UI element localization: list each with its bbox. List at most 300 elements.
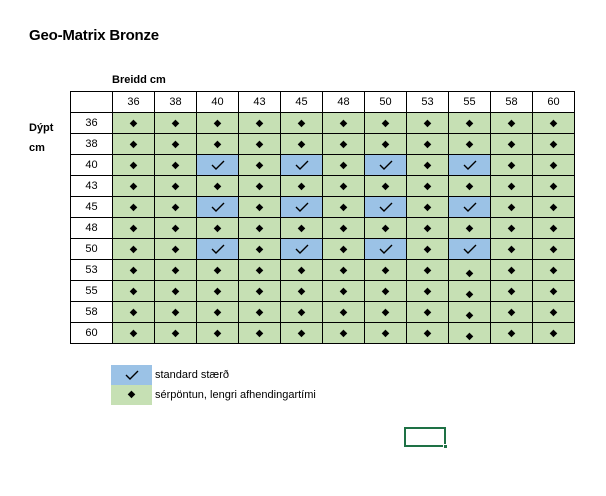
row-header[interactable]	[71, 323, 113, 344]
cell-special-order[interactable]	[197, 281, 239, 302]
diamond-icon: ◆	[549, 265, 558, 276]
cell-special-order[interactable]	[533, 113, 575, 134]
check-icon	[281, 202, 322, 212]
row-header[interactable]	[71, 176, 113, 197]
row-header[interactable]	[71, 197, 113, 218]
diamond-icon: ◆	[129, 118, 138, 129]
cell-special-order[interactable]	[155, 155, 197, 176]
column-header[interactable]: 55	[449, 92, 491, 113]
check-icon	[125, 370, 139, 380]
cell-special-order[interactable]	[155, 197, 197, 218]
cell-special-order[interactable]	[113, 134, 155, 155]
cell-special-order[interactable]	[449, 323, 491, 344]
cell-special-order[interactable]	[365, 113, 407, 134]
diamond-icon: ◆	[465, 223, 474, 234]
table-row	[71, 302, 575, 323]
column-header[interactable]: 38	[155, 92, 197, 113]
page-title: Geo-Matrix Bronze	[29, 27, 159, 44]
corner-cell[interactable]	[71, 92, 113, 113]
cell-special-order[interactable]	[491, 197, 533, 218]
cell-special-order[interactable]	[533, 302, 575, 323]
cell-special-order[interactable]	[281, 281, 323, 302]
cell-special-order[interactable]	[533, 176, 575, 197]
diamond-icon: ◆	[507, 181, 516, 192]
diamond-icon: ◆	[381, 181, 390, 192]
diamond-icon: ◆	[213, 286, 222, 297]
row-header-label: 58	[85, 306, 98, 318]
diamond-icon: ◆	[339, 181, 348, 192]
table-row	[71, 197, 575, 218]
column-header[interactable]: 36	[113, 92, 155, 113]
column-header[interactable]: 50	[365, 92, 407, 113]
cell-special-order[interactable]	[491, 155, 533, 176]
fill-handle[interactable]	[443, 444, 448, 449]
cell-special-order[interactable]	[323, 260, 365, 281]
cell-special-order[interactable]	[155, 218, 197, 239]
cell-special-order[interactable]	[323, 281, 365, 302]
cell-special-order[interactable]	[407, 197, 449, 218]
cell-special-order[interactable]	[533, 323, 575, 344]
diamond-icon: ◆	[171, 244, 180, 255]
diamond-icon: ◆	[129, 223, 138, 234]
diamond-icon: ◆	[339, 286, 348, 297]
column-axis-label: Breidd cm	[112, 74, 166, 86]
check-icon	[449, 160, 490, 170]
cell-special-order[interactable]	[449, 218, 491, 239]
diamond-icon: ◆	[549, 160, 558, 171]
cell-special-order[interactable]	[365, 218, 407, 239]
cell-special-order[interactable]	[407, 260, 449, 281]
diamond-icon: ◆	[255, 223, 264, 234]
cell-special-order[interactable]	[449, 113, 491, 134]
cell-special-order[interactable]	[281, 302, 323, 323]
column-header[interactable]: 60	[533, 92, 575, 113]
diamond-icon: ◆	[423, 244, 432, 255]
diamond-icon: ◆	[129, 328, 138, 339]
cell-special-order[interactable]	[155, 113, 197, 134]
diamond-icon: ◆	[381, 265, 390, 276]
cell-special-order[interactable]	[449, 176, 491, 197]
cell-special-order[interactable]	[365, 260, 407, 281]
diamond-icon: ◆	[129, 286, 138, 297]
table-row	[71, 176, 575, 197]
diamond-icon: ◆	[255, 307, 264, 318]
cell-standard[interactable]	[365, 197, 407, 218]
cell-special-order[interactable]	[491, 134, 533, 155]
diamond-icon: ◆	[465, 118, 474, 129]
table-row	[71, 260, 575, 281]
table-row	[71, 155, 575, 176]
cell-special-order[interactable]	[155, 302, 197, 323]
cell-special-order[interactable]	[197, 260, 239, 281]
diamond-icon: ◆	[255, 265, 264, 276]
row-header-label: 38	[85, 138, 98, 150]
cell-standard[interactable]	[449, 155, 491, 176]
column-header[interactable]: 53	[407, 92, 449, 113]
cell-special-order[interactable]	[323, 155, 365, 176]
cell-standard[interactable]	[365, 155, 407, 176]
row-header-label: 48	[85, 222, 98, 234]
cell-special-order[interactable]	[407, 302, 449, 323]
legend-item-standard	[111, 365, 316, 385]
cell-special-order[interactable]	[239, 260, 281, 281]
diamond-icon: ◆	[507, 202, 516, 213]
cell-special-order[interactable]	[323, 239, 365, 260]
cell-standard[interactable]	[449, 197, 491, 218]
cell-standard[interactable]	[281, 197, 323, 218]
diamond-icon: ◆	[171, 139, 180, 150]
diamond-icon: ◆	[549, 286, 558, 297]
diamond-icon: ◆	[297, 139, 306, 150]
row-header[interactable]	[71, 155, 113, 176]
cell-special-order[interactable]	[113, 218, 155, 239]
diamond-icon: ◆	[129, 244, 138, 255]
header-row	[71, 92, 575, 113]
diamond-icon: ◆	[381, 328, 390, 339]
cell-special-order[interactable]	[155, 323, 197, 344]
cell-standard[interactable]	[281, 239, 323, 260]
cell-special-order[interactable]	[239, 155, 281, 176]
table-row	[71, 239, 575, 260]
check-icon	[365, 160, 406, 170]
cell-special-order[interactable]	[533, 239, 575, 260]
diamond-icon: ◆	[171, 265, 180, 276]
diamond-icon: ◆	[381, 307, 390, 318]
diamond-icon: ◆	[127, 389, 136, 400]
cell-special-order[interactable]	[323, 323, 365, 344]
diamond-icon: ◆	[339, 307, 348, 318]
cell-special-order[interactable]	[491, 302, 533, 323]
cell-special-order[interactable]	[365, 302, 407, 323]
cell-special-order[interactable]	[533, 155, 575, 176]
cell-special-order[interactable]	[281, 113, 323, 134]
diamond-icon: ◆	[255, 139, 264, 150]
cell-special-order[interactable]	[281, 323, 323, 344]
cell-special-order[interactable]	[491, 239, 533, 260]
row-axis-label	[29, 118, 53, 158]
diamond-icon: ◆	[507, 244, 516, 255]
row-axis-label-line1: Dýpt	[29, 122, 54, 134]
diamond-icon: ◆	[213, 223, 222, 234]
row-header[interactable]	[71, 218, 113, 239]
cell-special-order[interactable]	[155, 260, 197, 281]
cell-special-order[interactable]	[407, 218, 449, 239]
cell-special-order[interactable]	[197, 176, 239, 197]
cell-standard[interactable]	[449, 239, 491, 260]
check-icon	[197, 244, 238, 254]
diamond-icon: ◆	[423, 139, 432, 150]
diamond-icon: ◆	[339, 139, 348, 150]
row-header-label: 50	[85, 243, 98, 255]
check-icon	[449, 244, 490, 254]
cell-special-order[interactable]	[239, 239, 281, 260]
cell-special-order[interactable]	[155, 281, 197, 302]
cell-special-order[interactable]	[365, 134, 407, 155]
diamond-icon: ◆	[339, 223, 348, 234]
table-row	[71, 218, 575, 239]
legend	[111, 365, 316, 405]
column-header[interactable]: 43	[239, 92, 281, 113]
legend-item-special	[111, 385, 316, 405]
diamond-icon: ◆	[171, 202, 180, 213]
diamond-icon: ◆	[465, 331, 474, 342]
diamond-icon: ◆	[465, 139, 474, 150]
cell-standard[interactable]	[197, 239, 239, 260]
cell-special-order[interactable]	[113, 176, 155, 197]
diamond-icon: ◆	[507, 139, 516, 150]
diamond-icon: ◆	[339, 244, 348, 255]
diamond-icon: ◆	[297, 286, 306, 297]
cell-special-order[interactable]	[155, 176, 197, 197]
cell-standard[interactable]	[197, 197, 239, 218]
cell-special-order[interactable]	[323, 218, 365, 239]
cell-special-order[interactable]	[197, 218, 239, 239]
cell-special-order[interactable]	[239, 134, 281, 155]
diamond-icon: ◆	[297, 118, 306, 129]
diamond-icon: ◆	[549, 328, 558, 339]
diamond-icon: ◆	[549, 181, 558, 192]
cell-special-order[interactable]	[407, 281, 449, 302]
diamond-icon: ◆	[507, 286, 516, 297]
diamond-icon: ◆	[381, 223, 390, 234]
cell-standard[interactable]	[365, 239, 407, 260]
cell-special-order[interactable]	[197, 134, 239, 155]
column-header[interactable]: 40	[197, 92, 239, 113]
cell-special-order[interactable]	[113, 113, 155, 134]
check-icon	[281, 244, 322, 254]
diamond-icon: ◆	[549, 118, 558, 129]
cell-special-order[interactable]	[365, 281, 407, 302]
diamond-icon: ◆	[549, 139, 558, 150]
cell-standard[interactable]	[197, 155, 239, 176]
diamond-icon: ◆	[171, 160, 180, 171]
column-header[interactable]: 58	[491, 92, 533, 113]
diamond-icon: ◆	[255, 328, 264, 339]
diamond-icon: ◆	[549, 202, 558, 213]
cell-special-order[interactable]	[113, 155, 155, 176]
row-axis-label-line2: cm	[29, 142, 45, 154]
diamond-icon: ◆	[549, 244, 558, 255]
diamond-icon: ◆	[129, 181, 138, 192]
cell-special-order[interactable]	[281, 218, 323, 239]
row-header[interactable]	[71, 239, 113, 260]
diamond-icon: ◆	[297, 181, 306, 192]
diamond-icon: ◆	[507, 265, 516, 276]
diamond-icon: ◆	[213, 139, 222, 150]
diamond-icon: ◆	[297, 223, 306, 234]
cell-special-order[interactable]	[323, 197, 365, 218]
diamond-icon: ◆	[381, 139, 390, 150]
cell-special-order[interactable]	[113, 197, 155, 218]
check-icon	[197, 202, 238, 212]
cell-special-order[interactable]	[323, 302, 365, 323]
cell-special-order[interactable]	[323, 134, 365, 155]
check-icon	[449, 202, 490, 212]
cell-standard[interactable]	[281, 155, 323, 176]
legend-swatch-standard	[111, 365, 152, 385]
cell-special-order[interactable]	[281, 176, 323, 197]
cell-special-order[interactable]	[239, 176, 281, 197]
diamond-icon: ◆	[255, 202, 264, 213]
cell-special-order[interactable]	[533, 134, 575, 155]
cell-special-order[interactable]	[197, 302, 239, 323]
cell-special-order[interactable]	[491, 281, 533, 302]
size-matrix-table	[70, 91, 575, 344]
cell-special-order[interactable]	[491, 218, 533, 239]
diamond-icon: ◆	[213, 181, 222, 192]
diamond-icon: ◆	[465, 268, 474, 279]
legend-label-special: sérpöntun, lengri afhendingartími	[155, 389, 316, 401]
cell-special-order[interactable]	[239, 323, 281, 344]
row-header[interactable]	[71, 134, 113, 155]
table-row	[71, 134, 575, 155]
cell-special-order[interactable]	[407, 176, 449, 197]
cell-special-order[interactable]	[239, 281, 281, 302]
cell-special-order[interactable]	[281, 260, 323, 281]
diamond-icon: ◆	[129, 307, 138, 318]
cell-special-order[interactable]	[323, 176, 365, 197]
diamond-icon: ◆	[423, 286, 432, 297]
legend-swatch-special	[111, 385, 152, 405]
cell-special-order[interactable]	[113, 239, 155, 260]
diamond-icon: ◆	[423, 160, 432, 171]
diamond-icon: ◆	[171, 286, 180, 297]
diamond-icon: ◆	[465, 310, 474, 321]
cell-special-order[interactable]	[533, 218, 575, 239]
cell-special-order[interactable]	[449, 260, 491, 281]
cell-special-order[interactable]	[407, 113, 449, 134]
diamond-icon: ◆	[423, 307, 432, 318]
cell-special-order[interactable]	[407, 323, 449, 344]
row-header[interactable]	[71, 302, 113, 323]
row-header-label: 43	[85, 180, 98, 192]
diamond-icon: ◆	[129, 265, 138, 276]
cell-special-order[interactable]	[365, 176, 407, 197]
diamond-icon: ◆	[297, 328, 306, 339]
row-header-label: 53	[85, 264, 98, 276]
diamond-icon: ◆	[255, 286, 264, 297]
cell-special-order[interactable]	[449, 281, 491, 302]
cell-special-order[interactable]	[533, 197, 575, 218]
row-header[interactable]	[71, 281, 113, 302]
column-header[interactable]: 48	[323, 92, 365, 113]
diamond-icon: ◆	[129, 160, 138, 171]
row-header-label: 45	[85, 201, 98, 213]
cell-special-order[interactable]	[449, 134, 491, 155]
cell-special-order[interactable]	[407, 239, 449, 260]
diamond-icon: ◆	[423, 328, 432, 339]
cell-special-order[interactable]	[155, 239, 197, 260]
diamond-icon: ◆	[507, 328, 516, 339]
diamond-icon: ◆	[381, 286, 390, 297]
table-row	[71, 281, 575, 302]
diamond-icon: ◆	[423, 181, 432, 192]
diamond-icon: ◆	[339, 265, 348, 276]
diamond-icon: ◆	[339, 118, 348, 129]
diamond-icon: ◆	[549, 223, 558, 234]
diamond-icon: ◆	[465, 181, 474, 192]
cell-special-order[interactable]	[113, 302, 155, 323]
cell-special-order[interactable]	[113, 281, 155, 302]
diamond-icon: ◆	[339, 202, 348, 213]
row-header-label: 36	[85, 117, 98, 129]
table-row	[71, 113, 575, 134]
diamond-icon: ◆	[255, 244, 264, 255]
diamond-icon: ◆	[255, 160, 264, 171]
diamond-icon: ◆	[339, 160, 348, 171]
cell-special-order[interactable]	[197, 113, 239, 134]
diamond-icon: ◆	[255, 181, 264, 192]
selected-cell[interactable]	[404, 427, 446, 447]
cell-special-order[interactable]	[491, 323, 533, 344]
cell-special-order[interactable]	[407, 155, 449, 176]
diamond-icon: ◆	[507, 118, 516, 129]
cell-special-order[interactable]	[491, 260, 533, 281]
diamond-icon: ◆	[423, 223, 432, 234]
diamond-icon: ◆	[423, 202, 432, 213]
diamond-icon: ◆	[213, 265, 222, 276]
check-icon	[365, 244, 406, 254]
cell-special-order[interactable]	[239, 302, 281, 323]
check-icon	[365, 202, 406, 212]
cell-special-order[interactable]	[239, 197, 281, 218]
cell-special-order[interactable]	[491, 113, 533, 134]
cell-special-order[interactable]	[239, 113, 281, 134]
diamond-icon: ◆	[129, 139, 138, 150]
diamond-icon: ◆	[213, 328, 222, 339]
cell-special-order[interactable]	[407, 134, 449, 155]
diamond-icon: ◆	[171, 307, 180, 318]
cell-special-order[interactable]	[533, 260, 575, 281]
diamond-icon: ◆	[129, 202, 138, 213]
cell-special-order[interactable]	[113, 323, 155, 344]
diamond-icon: ◆	[507, 307, 516, 318]
diamond-icon: ◆	[213, 307, 222, 318]
diamond-icon: ◆	[171, 118, 180, 129]
diamond-icon: ◆	[507, 223, 516, 234]
cell-special-order[interactable]	[533, 281, 575, 302]
cell-special-order[interactable]	[491, 176, 533, 197]
diamond-icon: ◆	[339, 328, 348, 339]
diamond-icon: ◆	[423, 265, 432, 276]
column-header[interactable]: 45	[281, 92, 323, 113]
cell-special-order[interactable]	[197, 323, 239, 344]
legend-label-standard: standard stærð	[155, 369, 229, 381]
diamond-icon: ◆	[549, 307, 558, 318]
check-icon	[281, 160, 322, 170]
cell-special-order[interactable]	[155, 134, 197, 155]
cell-special-order[interactable]	[449, 302, 491, 323]
table-row	[71, 323, 575, 344]
cell-special-order[interactable]	[323, 113, 365, 134]
cell-special-order[interactable]	[281, 134, 323, 155]
cell-special-order[interactable]	[113, 260, 155, 281]
diamond-icon: ◆	[297, 307, 306, 318]
row-header[interactable]	[71, 113, 113, 134]
cell-special-order[interactable]	[365, 323, 407, 344]
row-header-label: 40	[85, 159, 98, 171]
diamond-icon: ◆	[171, 181, 180, 192]
check-icon	[197, 160, 238, 170]
row-header-label: 55	[85, 285, 98, 297]
diamond-icon: ◆	[507, 160, 516, 171]
row-header-label: 60	[85, 327, 98, 339]
diamond-icon: ◆	[465, 289, 474, 300]
cell-special-order[interactable]	[239, 218, 281, 239]
row-header[interactable]	[71, 260, 113, 281]
diamond-icon: ◆	[381, 118, 390, 129]
diamond-icon: ◆	[255, 118, 264, 129]
